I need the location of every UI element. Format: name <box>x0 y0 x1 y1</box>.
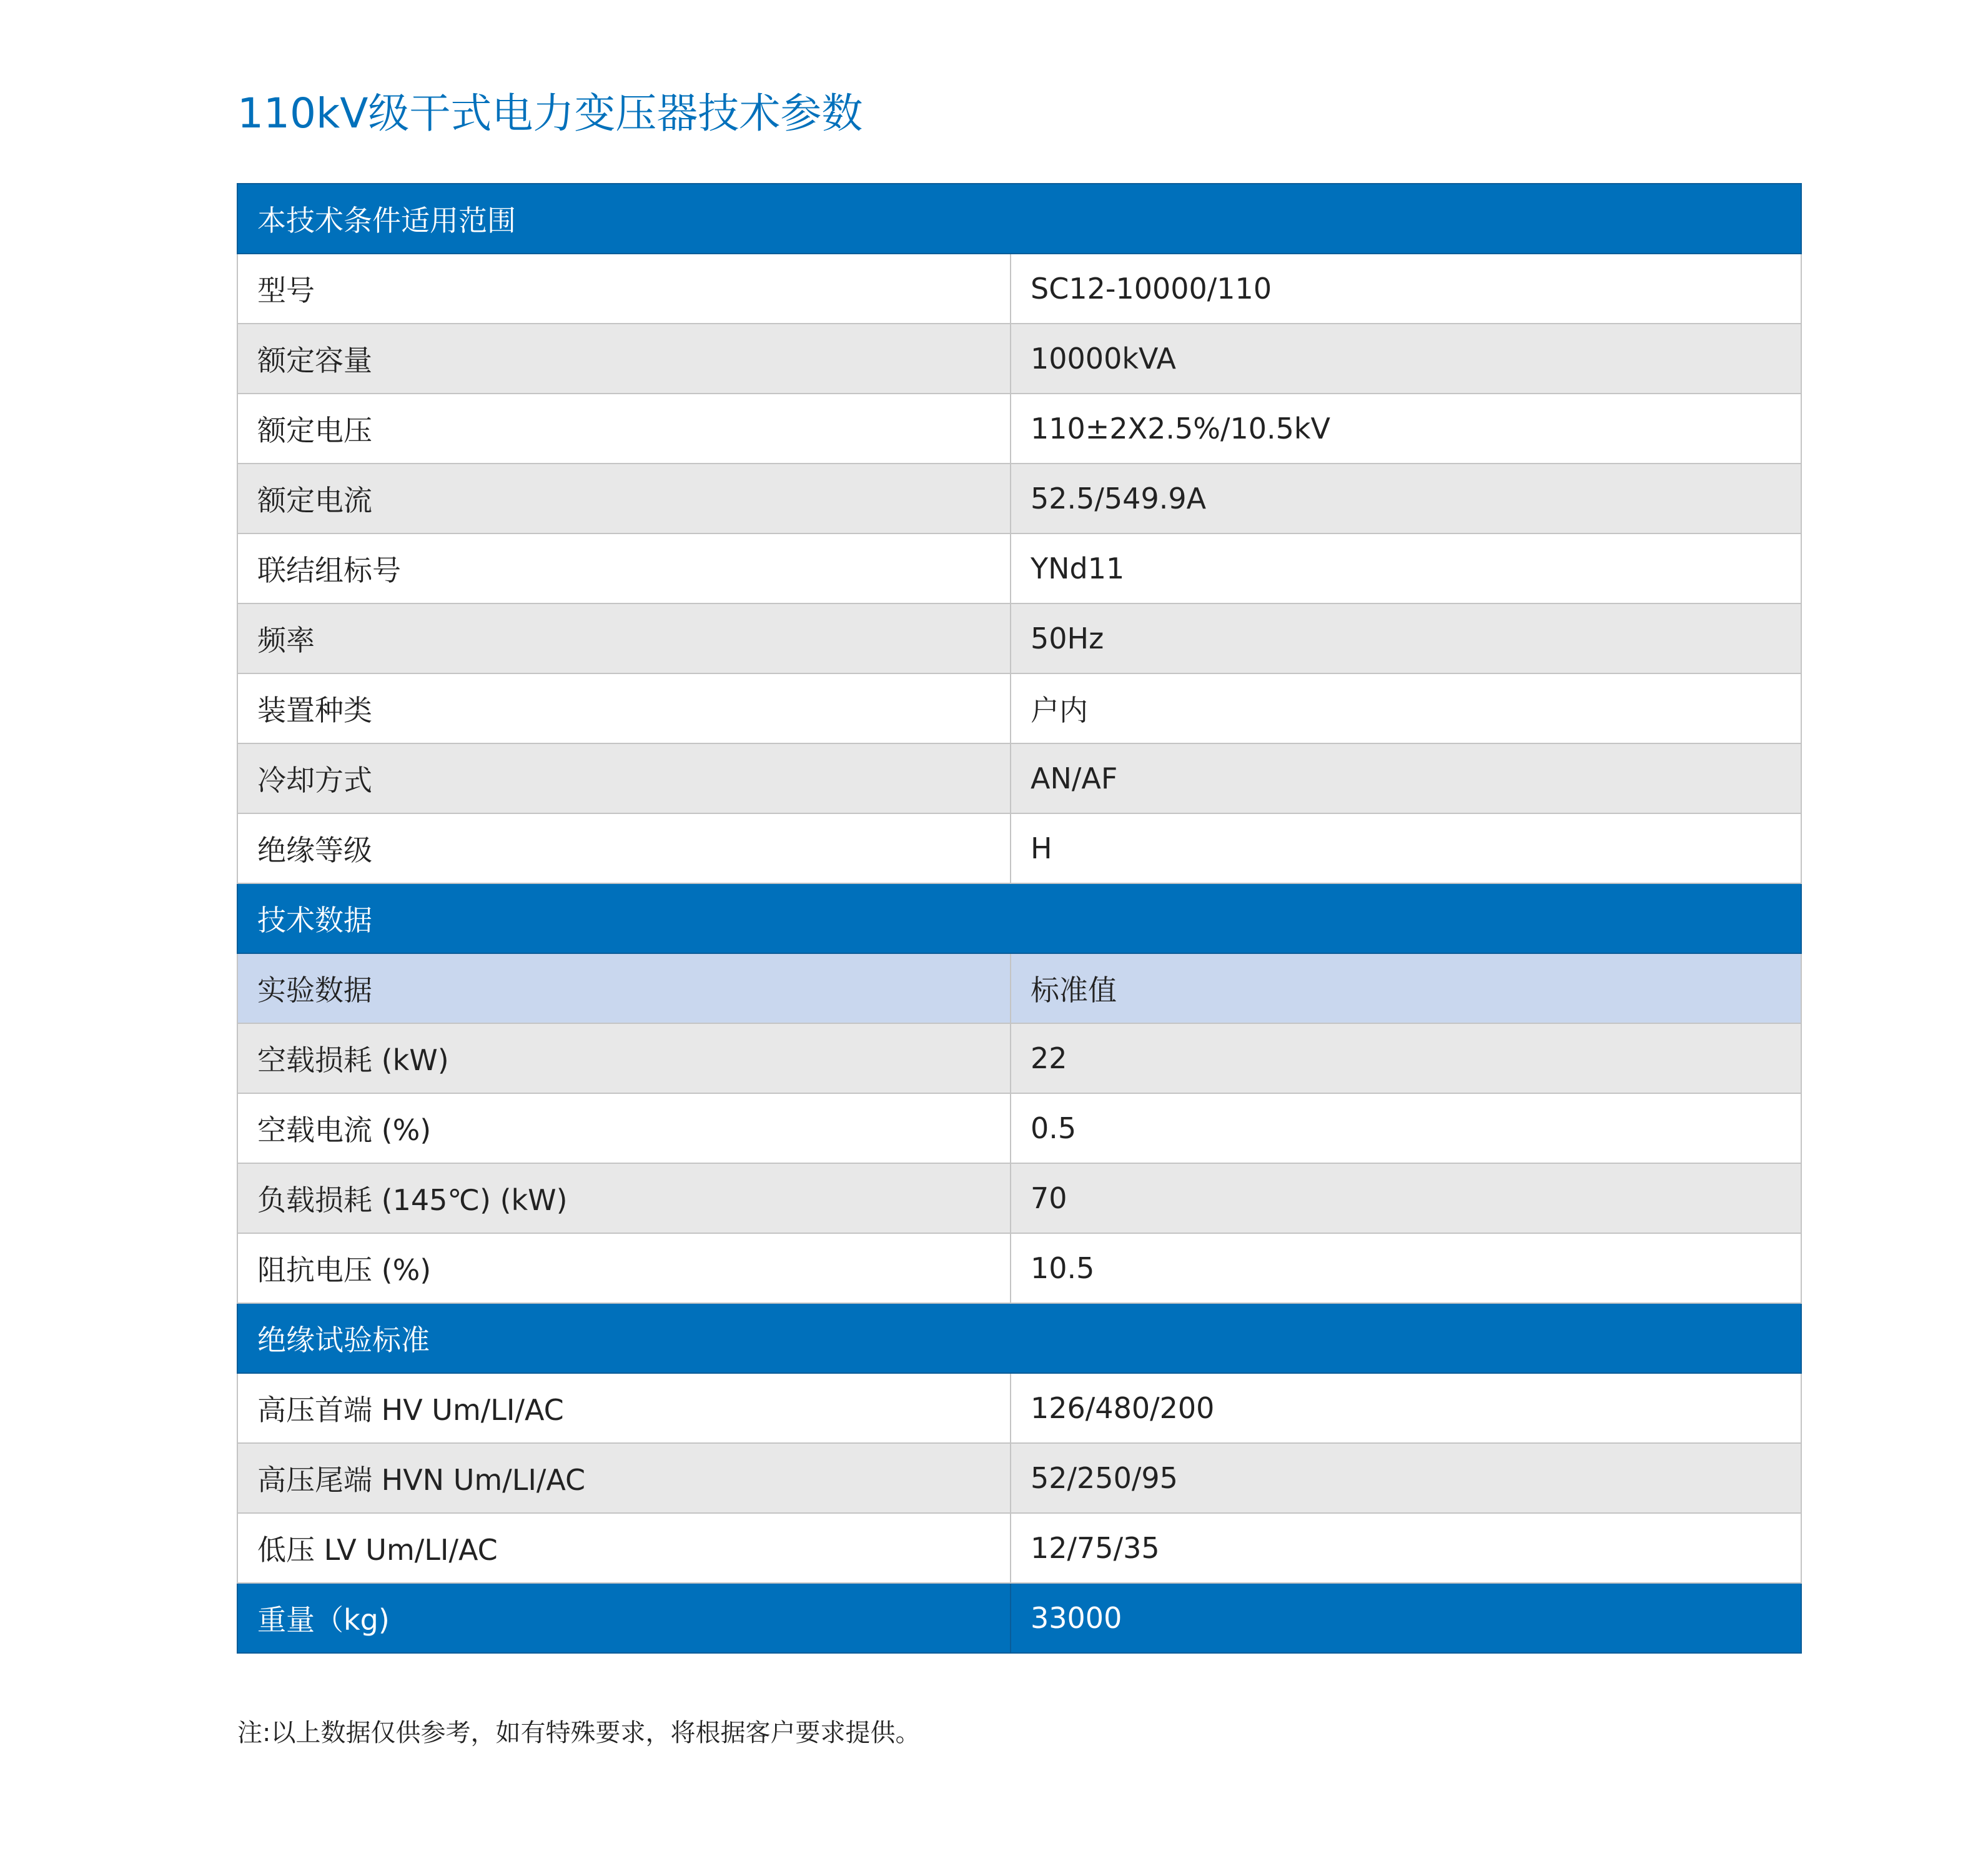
param-label: 高压尾端 HVN Um/LI/AC <box>237 1443 1011 1513</box>
param-value: H <box>1011 813 1801 883</box>
param-value: 126/480/200 <box>1011 1373 1801 1443</box>
param-value: 12/75/35 <box>1011 1513 1801 1583</box>
footnote: 注:以上数据仅供参考，如有特殊要求，将根据客户要求提供。 <box>237 1719 921 1747</box>
param-value: YNd11 <box>1011 534 1801 603</box>
table-row <box>237 1093 1801 1163</box>
param-value: 10000kVA <box>1011 324 1801 394</box>
param-value: SC12-10000/110 <box>1011 254 1801 324</box>
param-value: 52/250/95 <box>1011 1443 1801 1513</box>
param-value: 50Hz <box>1011 603 1801 673</box>
table-row <box>237 603 1801 673</box>
section-header-scope <box>237 184 1801 254</box>
weight-row <box>237 1583 1801 1653</box>
param-value: AN/AF <box>1011 743 1801 813</box>
column-header-standard: 标准值 <box>1011 953 1801 1023</box>
param-label: 空载损耗 (kW) <box>237 1023 1011 1093</box>
param-label: 额定电流 <box>237 464 1011 534</box>
param-label: 绝缘等级 <box>237 813 1011 883</box>
table-row <box>237 464 1801 534</box>
table-row <box>237 254 1801 324</box>
param-value: 10.5 <box>1011 1233 1801 1303</box>
param-label: 阻抗电压 (%) <box>237 1233 1011 1303</box>
param-label: 冷却方式 <box>237 743 1011 813</box>
param-value: 0.5 <box>1011 1093 1801 1163</box>
param-value: 22 <box>1011 1023 1801 1093</box>
param-label: 额定容量 <box>237 324 1011 394</box>
table-row <box>237 1373 1801 1443</box>
section-header-insulation-test <box>237 1303 1801 1373</box>
table-row <box>237 1233 1801 1303</box>
section-title: 技术数据 <box>237 883 1801 953</box>
param-value: 70 <box>1011 1163 1801 1233</box>
section-title: 绝缘试验标准 <box>237 1303 1801 1373</box>
section-title: 本技术条件适用范围 <box>237 184 1801 254</box>
weight-value: 33000 <box>1011 1583 1801 1653</box>
table-row <box>237 1443 1801 1513</box>
table-row <box>237 394 1801 464</box>
param-value: 户内 <box>1011 673 1801 743</box>
table-row <box>237 813 1801 883</box>
param-label: 空载电流 (%) <box>237 1093 1011 1163</box>
table-row <box>237 1163 1801 1233</box>
param-label: 型号 <box>237 254 1011 324</box>
table-row <box>237 1023 1801 1093</box>
param-label: 负载损耗 (145℃) (kW) <box>237 1163 1011 1233</box>
column-header-row <box>237 953 1801 1023</box>
param-label: 额定电压 <box>237 394 1011 464</box>
param-label: 低压 LV Um/LI/AC <box>237 1513 1011 1583</box>
param-value: 110±2X2.5%/10.5kV <box>1011 394 1801 464</box>
spec-table <box>237 183 1802 1654</box>
param-label: 装置种类 <box>237 673 1011 743</box>
section-header-tech-data <box>237 883 1801 953</box>
table-row <box>237 743 1801 813</box>
column-header-test: 实验数据 <box>237 953 1011 1023</box>
table-row <box>237 1513 1801 1583</box>
weight-label: 重量（kg) <box>237 1583 1011 1653</box>
param-label: 高压首端 HV Um/LI/AC <box>237 1373 1011 1443</box>
table-row <box>237 534 1801 603</box>
table-row <box>237 673 1801 743</box>
param-label: 联结组标号 <box>237 534 1011 603</box>
page-title: 110kV级干式电力变压器技术参数 <box>237 89 863 137</box>
param-label: 频率 <box>237 603 1011 673</box>
param-value: 52.5/549.9A <box>1011 464 1801 534</box>
table-row <box>237 324 1801 394</box>
